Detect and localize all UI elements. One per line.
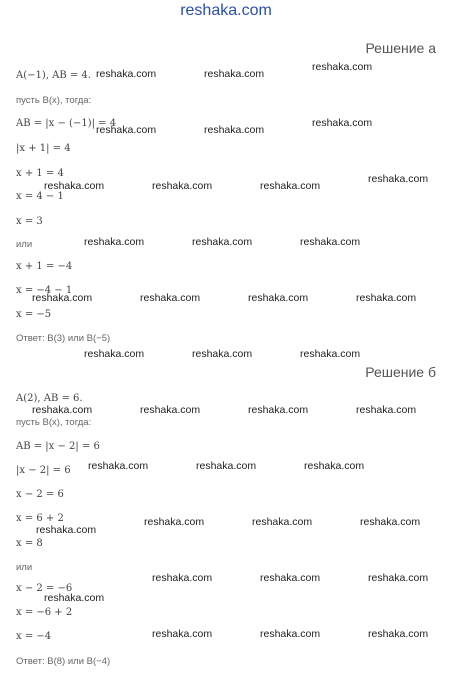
- watermark: reshaka.com: [252, 516, 313, 528]
- watermark: reshaka.com: [44, 180, 105, 192]
- watermark: reshaka.com: [96, 68, 157, 80]
- solution-line: x − 2 = 6: [16, 489, 64, 500]
- solution-line: x = −4 − 1: [16, 285, 73, 296]
- watermark: reshaka.com: [152, 180, 213, 192]
- solution-line: A(2), AB = 6.: [16, 393, 83, 404]
- watermark: reshaka.com: [248, 292, 309, 304]
- solution-line: x = 3: [16, 216, 43, 227]
- solution-line: пусть B(x), тогда:: [16, 95, 92, 106]
- watermark: reshaka.com: [300, 348, 361, 360]
- watermark: reshaka.com: [84, 348, 145, 360]
- solution-line: |x + 1| = 4: [16, 143, 71, 154]
- solution-line: A(−1), AB = 4.: [16, 70, 91, 81]
- watermark: reshaka.com: [360, 516, 421, 528]
- answer-line: Ответ: B(3) или B(−5): [16, 333, 111, 344]
- watermark: reshaka.com: [260, 628, 321, 640]
- watermark: reshaka.com: [368, 628, 429, 640]
- watermark: reshaka.com: [140, 292, 201, 304]
- watermark: reshaka.com: [196, 460, 257, 472]
- solution-line: x − 2 = −6: [16, 583, 73, 594]
- watermark: reshaka.com: [312, 117, 373, 129]
- watermark: reshaka.com: [192, 236, 253, 248]
- watermark: reshaka.com: [96, 124, 157, 136]
- watermark: reshaka.com: [140, 404, 201, 416]
- solution-line: x + 1 = −4: [16, 261, 73, 272]
- section-a-title: Решение а: [365, 40, 436, 56]
- watermark: reshaka.com: [152, 572, 213, 584]
- solution-line: пусть B(x), тогда:: [16, 417, 92, 428]
- solution-line: x = 8: [16, 538, 43, 549]
- solution-line: x = 4 − 1: [16, 191, 64, 202]
- watermark: reshaka.com: [88, 460, 149, 472]
- watermark: reshaka.com: [32, 404, 93, 416]
- watermark: reshaka.com: [248, 404, 309, 416]
- watermark: reshaka.com: [260, 572, 321, 584]
- watermark: reshaka.com: [32, 292, 93, 304]
- watermark: reshaka.com: [204, 124, 265, 136]
- solution-line: AB = |x − 2| = 6: [16, 441, 100, 452]
- watermark: reshaka.com: [204, 68, 265, 80]
- solution-line: AB = |x − (−1)| = 4: [16, 118, 117, 129]
- watermark: reshaka.com: [84, 236, 145, 248]
- watermark: reshaka.com: [260, 180, 321, 192]
- solution-line: x = −6 + 2: [16, 607, 73, 618]
- solution-line: |x − 2| = 6: [16, 465, 71, 476]
- solution-line: x = −4: [16, 631, 52, 642]
- solution-line: x = 6 + 2: [16, 513, 64, 524]
- solution-line: x = −5: [16, 309, 52, 320]
- watermark: reshaka.com: [312, 61, 373, 73]
- watermark: reshaka.com: [300, 236, 361, 248]
- watermark: reshaka.com: [152, 628, 213, 640]
- solution-line: x + 1 = 4: [16, 168, 64, 179]
- solution-line: или: [16, 562, 33, 573]
- watermark: reshaka.com: [44, 592, 105, 604]
- answer-line: Ответ: B(8) или B(−4): [16, 656, 111, 667]
- watermark: reshaka.com: [368, 572, 429, 584]
- watermark: reshaka.com: [192, 348, 253, 360]
- watermark: reshaka.com: [36, 524, 97, 536]
- watermark: reshaka.com: [144, 516, 205, 528]
- site-logo-link[interactable]: reshaka.com: [180, 2, 272, 19]
- watermark: reshaka.com: [356, 404, 417, 416]
- watermark: reshaka.com: [304, 460, 365, 472]
- watermark: reshaka.com: [368, 173, 429, 185]
- solution-line: или: [16, 239, 33, 250]
- watermark: reshaka.com: [356, 292, 417, 304]
- section-b-title: Решение б: [365, 364, 436, 380]
